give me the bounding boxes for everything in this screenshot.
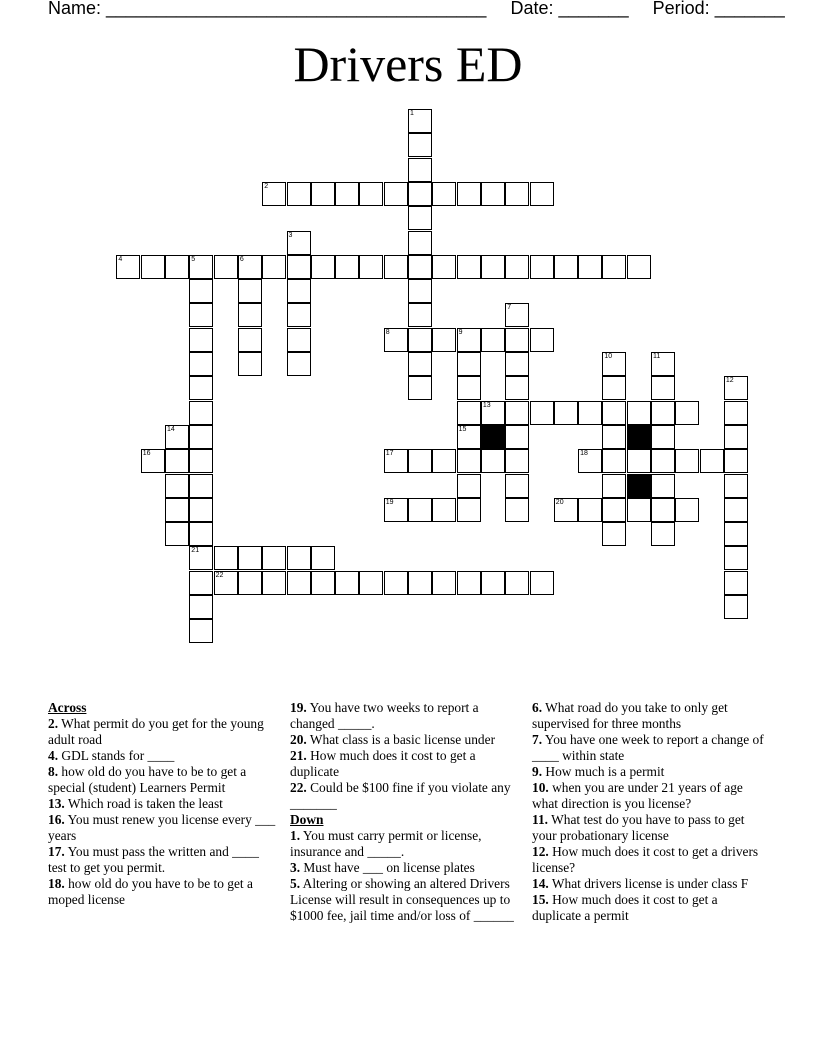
cell-number: 9 [458,328,463,336]
grid-cell[interactable] [457,401,481,425]
grid-cell[interactable] [651,352,675,376]
clue-item [290,876,522,924]
grid-cell[interactable] [457,449,481,473]
grid-cell[interactable] [602,425,626,449]
grid-cell[interactable] [165,498,189,522]
cell-number: 11 [653,353,661,360]
grid-cell[interactable] [287,182,311,206]
grid-cell[interactable] [602,498,626,522]
clue-text: You must pass the written and ____ test to get you permit. [48,844,259,875]
clue-number: 18. [48,876,65,891]
grid-cell[interactable] [651,474,675,498]
grid-cell[interactable] [335,571,359,595]
clue-number: 16. [48,812,65,827]
clues-column-2 [290,700,522,924]
grid-cell[interactable] [359,182,383,206]
cell-number: 21 [191,547,200,555]
grid-cell[interactable] [554,255,578,279]
grid-cell[interactable] [481,255,505,279]
grid-cell[interactable] [189,279,213,303]
clue-number: 20. [290,732,307,747]
clue-text: What road do you take to only get supervised for three months [532,700,728,731]
clue-text: how old do you have to be to get a special (student) Learners Permit [48,764,247,795]
clue-number: 1. [290,828,301,843]
grid-cell[interactable] [724,522,748,546]
clue-number: 11. [532,812,548,827]
grid-cell[interactable] [578,255,602,279]
clue-text: Must have ___ on license plates [300,860,475,875]
grid-cell[interactable] [602,449,626,473]
grid-cell[interactable] [578,401,602,425]
grid-cell[interactable] [457,255,481,279]
down-clue-list-continued [532,700,764,924]
clue-item [290,748,522,780]
grid-cell[interactable] [408,303,432,327]
grid-cell[interactable] [359,571,383,595]
grid-cell[interactable] [189,401,213,425]
across-heading: Across [48,700,87,715]
clue-item [532,764,764,780]
cell-number: 19 [385,498,394,506]
clue-text: how old do you have to be to get a moped license [48,876,253,907]
grid-cell[interactable] [675,401,699,425]
grid-cell[interactable] [116,255,140,279]
period-line[interactable]: _______ [714,0,785,18]
grid-cell[interactable] [287,279,311,303]
black-cell [481,425,505,449]
grid-cell[interactable] [432,328,456,352]
grid-cell[interactable] [384,328,408,352]
grid-cell[interactable] [554,498,578,522]
grid-cell[interactable] [481,571,505,595]
clue-number: 2. [48,716,59,731]
grid-cell[interactable] [189,328,213,352]
clue-text: What test do you have to pass to get your probationary license [532,812,745,843]
cell-number: 10 [604,353,613,360]
clues-column-3 [532,700,764,924]
date-label: Date: [510,0,554,18]
grid-cell[interactable] [578,449,602,473]
grid-cell[interactable] [311,182,335,206]
clue-item [290,732,522,748]
grid-cell[interactable] [602,255,626,279]
clue-number: 22. [290,780,307,795]
cell-number: 1 [410,110,414,117]
grid-cell[interactable] [408,571,432,595]
black-cell [627,474,651,498]
clue-text: How much does it cost to get a duplicate a permit [532,892,718,923]
grid-cell[interactable] [627,401,651,425]
grid-cell[interactable] [505,474,529,498]
clue-number: 17. [48,844,65,859]
grid-cell[interactable] [530,571,554,595]
grid-cell[interactable] [287,231,311,255]
grid-cell[interactable] [724,546,748,570]
clue-item [290,780,522,812]
grid-cell[interactable] [189,522,213,546]
grid-cell[interactable] [214,571,238,595]
grid-cell[interactable] [505,449,529,473]
across-clue-list [48,716,280,908]
grid-cell[interactable] [457,328,481,352]
clue-number: 8. [48,764,59,779]
grid-cell[interactable] [675,449,699,473]
grid-cell[interactable] [408,255,432,279]
grid-cell[interactable] [724,474,748,498]
clue-number: 12. [532,844,549,859]
clue-item [532,892,764,924]
clue-number: 4. [48,748,59,763]
clue-text: Could be $100 fine if you violate any _______ [290,780,511,811]
clue-text: What permit do you get for the young adult road [48,716,264,747]
clue-item [48,844,280,876]
cell-number: 15 [458,425,467,433]
grid-cell[interactable] [311,571,335,595]
grid-cell[interactable] [457,571,481,595]
clue-item [290,860,522,876]
grid-cell[interactable] [165,522,189,546]
grid-cell[interactable] [335,255,359,279]
clue-item [532,700,764,732]
grid-cell[interactable] [408,133,432,157]
grid-cell[interactable] [578,498,602,522]
grid-cell[interactable] [457,474,481,498]
clue-number: 15. [532,892,549,907]
grid-cell[interactable] [505,328,529,352]
grid-cell[interactable] [384,571,408,595]
clue-item [290,828,522,860]
grid-cell[interactable] [165,425,189,449]
clue-number: 19. [290,700,307,715]
grid-cell[interactable] [457,182,481,206]
grid-cell[interactable] [335,182,359,206]
grid-cell[interactable] [287,328,311,352]
cell-number: 16 [142,450,151,458]
grid-cell[interactable] [238,255,262,279]
grid-cell[interactable] [189,619,213,643]
clue-text: You have two weeks to report a changed _____. [290,700,479,731]
grid-cell[interactable] [189,498,213,522]
clue-item [532,812,764,844]
cell-number: 14 [167,425,175,433]
grid-cell[interactable] [432,571,456,595]
clue-text: How much does it cost to get a drivers license? [532,844,759,875]
grid-cell[interactable] [408,498,432,522]
grid-cell[interactable] [675,498,699,522]
grid-cell[interactable] [724,498,748,522]
grid-cell[interactable] [651,376,675,400]
grid-cell[interactable] [432,182,456,206]
clue-text: You must carry permit or license, insurance and _____. [290,828,482,859]
grid-cell[interactable] [189,425,213,449]
clue-text: How much is a permit [542,764,665,779]
cell-number: 20 [555,498,564,506]
grid-cell[interactable] [165,255,189,279]
grid-cell[interactable] [262,255,286,279]
grid-cell[interactable] [481,328,505,352]
grid-cell[interactable] [457,498,481,522]
clue-number: 13. [48,796,65,811]
grid-cell[interactable] [505,401,529,425]
grid-cell[interactable] [602,352,626,376]
clue-number: 14. [532,876,549,891]
grid-cell[interactable] [457,352,481,376]
grid-cell[interactable] [214,255,238,279]
down-heading: Down [290,812,324,827]
black-cell [627,425,651,449]
grid-cell[interactable] [408,449,432,473]
clue-item [532,732,764,764]
grid-cell[interactable] [189,449,213,473]
grid-cell[interactable] [189,255,213,279]
grid-cell[interactable] [432,498,456,522]
grid-cell[interactable] [457,425,481,449]
name-line[interactable]: ______________________________________ [106,0,487,18]
grid-cell[interactable] [189,474,213,498]
grid-cell[interactable] [530,182,554,206]
clue-text: You have one week to report a change of ____ within state [532,732,764,763]
grid-cell[interactable] [287,352,311,376]
grid-cell[interactable] [724,376,748,400]
cell-number: 4 [118,255,123,263]
grid-cell[interactable] [651,401,675,425]
grid-cell[interactable] [724,401,748,425]
period-label: Period: [652,0,710,18]
grid-cell[interactable] [189,303,213,327]
grid-cell[interactable] [214,546,238,570]
grid-cell[interactable] [505,182,529,206]
grid-cell[interactable] [262,571,286,595]
grid-cell[interactable] [189,376,213,400]
grid-cell[interactable] [262,182,286,206]
grid-cell[interactable] [602,376,626,400]
grid-cell[interactable] [724,571,748,595]
cell-number: 13 [482,401,491,409]
grid-cell[interactable] [238,546,262,570]
grid-cell[interactable] [505,352,529,376]
cell-number: 7 [507,304,512,312]
cell-number: 17 [385,450,394,458]
grid-cell[interactable] [651,498,675,522]
clue-item [532,780,764,812]
grid-cell[interactable] [408,109,432,133]
clue-number: 21. [290,748,307,763]
grid-cell[interactable] [530,328,554,352]
grid-cell[interactable] [189,595,213,619]
clue-number: 6. [532,700,543,715]
clue-text: You must renew you license every ___ years [48,812,276,843]
grid-cell[interactable] [165,449,189,473]
grid-cell[interactable] [189,352,213,376]
grid-cell[interactable] [505,498,529,522]
clue-text: Altering or showing an altered Drivers License will result in consequences up to $1000 fee, jail time and/or loss of ______ [290,876,514,923]
grid-cell[interactable] [700,449,724,473]
clue-text: What drivers license is under class F [548,876,749,891]
cell-number: 3 [288,231,293,239]
grid-cell[interactable] [627,498,651,522]
grid-cell[interactable] [408,158,432,182]
grid-cell[interactable] [481,449,505,473]
grid-cell[interactable] [311,255,335,279]
grid-cell[interactable] [287,255,311,279]
grid-cell[interactable] [408,279,432,303]
grid-cell[interactable] [432,255,456,279]
page-title: Drivers ED [293,36,523,92]
grid-cell[interactable] [189,571,213,595]
grid-cell[interactable] [505,255,529,279]
cell-number: 6 [239,255,244,263]
grid-cell[interactable] [724,595,748,619]
grid-cell[interactable] [408,328,432,352]
grid-cell[interactable] [481,182,505,206]
grid-cell[interactable] [141,449,165,473]
clue-number: 9. [532,764,543,779]
grid-cell[interactable] [651,449,675,473]
grid-cell[interactable] [287,303,311,327]
grid-cell[interactable] [141,255,165,279]
clue-item [532,876,764,892]
grid-cell[interactable] [287,571,311,595]
grid-cell[interactable] [505,303,529,327]
grid-cell[interactable] [238,279,262,303]
grid-cell[interactable] [602,401,626,425]
across-clue-list-continued [290,700,522,812]
grid-cell[interactable] [408,206,432,230]
grid-cell[interactable] [530,255,554,279]
grid-cell[interactable] [408,231,432,255]
date-line[interactable]: _______ [558,0,629,18]
clue-text: GDL stands for ____ [58,748,175,763]
cell-number: 2 [264,182,269,190]
grid-cell[interactable] [287,546,311,570]
grid-cell[interactable] [408,182,432,206]
grid-cell[interactable] [262,546,286,570]
cell-number: 18 [580,450,588,458]
grid-cell[interactable] [530,401,554,425]
grid-cell[interactable] [627,449,651,473]
grid-cell[interactable] [359,255,383,279]
grid-cell[interactable] [651,522,675,546]
clue-item [48,748,280,764]
grid-cell[interactable] [505,425,529,449]
grid-cell[interactable] [505,376,529,400]
clue-number: 5. [290,876,301,891]
grid-cell[interactable] [481,401,505,425]
grid-cell[interactable] [408,352,432,376]
grid-cell[interactable] [724,449,748,473]
clue-item [48,876,280,908]
clue-text: Which road is taken the least [64,796,223,811]
clue-number: 7. [532,732,543,747]
down-clue-list [290,828,522,924]
grid-cell[interactable] [238,303,262,327]
cell-number: 22 [215,571,224,579]
clue-text: What class is a basic license under [306,732,496,747]
clue-item [532,844,764,876]
grid-cell[interactable] [724,425,748,449]
grid-cell[interactable] [602,522,626,546]
clue-item [48,812,280,844]
grid-cell[interactable] [384,182,408,206]
name-label: Name: [48,0,102,18]
clue-item [290,700,522,732]
grid-cell[interactable] [457,376,481,400]
grid-cell[interactable] [165,474,189,498]
grid-cell[interactable] [384,498,408,522]
grid-cell[interactable] [238,328,262,352]
clue-number: 3. [290,860,301,875]
grid-cell[interactable] [505,571,529,595]
grid-cell[interactable] [311,546,335,570]
clue-text: when you are under 21 years of age what direction is you license? [532,780,743,811]
cell-number: 12 [725,377,734,385]
cell-number: 8 [385,328,390,336]
grid-cell[interactable] [602,474,626,498]
grid-cell[interactable] [554,401,578,425]
clues-column-1 [48,700,280,908]
grid-cell[interactable] [238,571,262,595]
grid-cell[interactable] [384,449,408,473]
clue-text: How much does it cost to get a duplicate [290,748,476,779]
grid-cell[interactable] [384,255,408,279]
cell-number: 5 [191,255,196,263]
grid-cell[interactable] [651,425,675,449]
clue-item [48,716,280,748]
grid-cell[interactable] [627,255,651,279]
grid-cell[interactable] [408,376,432,400]
clue-number: 10. [532,780,549,795]
clue-item [48,764,280,796]
grid-cell[interactable] [238,352,262,376]
clue-item [48,796,280,812]
grid-cell[interactable] [189,546,213,570]
grid-cell[interactable] [432,449,456,473]
